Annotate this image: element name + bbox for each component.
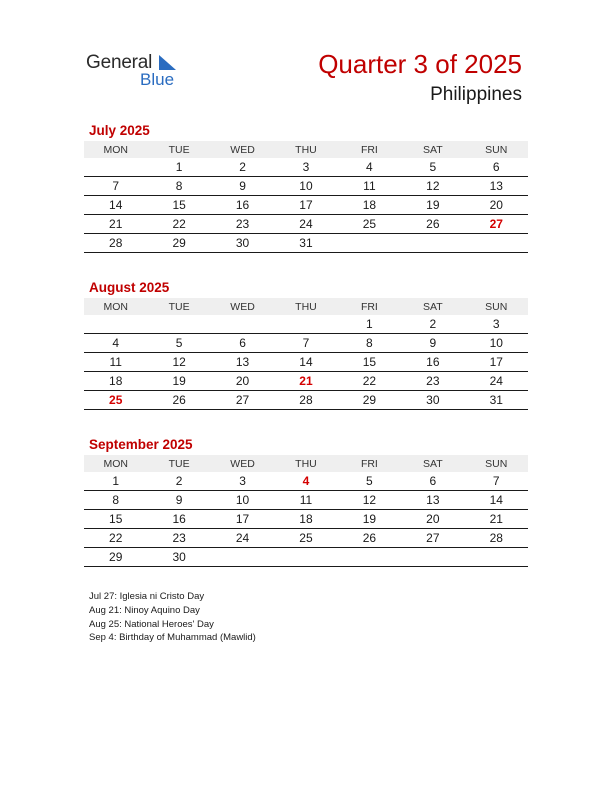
day-cell [147,315,210,334]
day-cell: 20 [211,372,274,391]
day-cell: 6 [211,334,274,353]
day-cell: 13 [211,353,274,372]
day-cell: 30 [211,234,274,253]
day-cell: 26 [338,529,401,548]
day-cell [401,234,464,253]
week-row [84,334,528,353]
day-cell: 11 [274,491,337,510]
day-cell: 14 [274,353,337,372]
day-cell: 3 [211,472,274,491]
holiday-day-cell: 4 [274,472,337,491]
weekday-header: WED [211,298,274,315]
day-cell: 7 [84,177,147,196]
week-row [84,372,528,391]
day-cell: 19 [401,196,464,215]
month-july [84,123,528,253]
day-cell: 11 [84,353,147,372]
day-cell: 14 [84,196,147,215]
week-row [84,177,528,196]
day-cell: 7 [465,472,528,491]
day-cell: 10 [274,177,337,196]
logo-word-general: General [86,52,153,73]
day-cell: 1 [338,315,401,334]
week-row [84,158,528,177]
day-cell: 26 [147,391,210,410]
day-cell: 19 [338,510,401,529]
day-cell: 26 [401,215,464,234]
month-title: September 2025 [89,437,193,452]
day-cell: 12 [147,353,210,372]
day-cell: 5 [338,472,401,491]
day-cell: 4 [84,334,147,353]
week-row [84,510,528,529]
day-cell: 16 [147,510,210,529]
day-cell: 22 [338,372,401,391]
day-cell: 13 [401,491,464,510]
weekday-header: SUN [465,455,528,472]
weekday-header-row [84,298,528,315]
weekday-header: MON [84,298,147,315]
week-row [84,548,528,567]
weekday-header: MON [84,141,147,158]
day-cell: 30 [147,548,210,567]
day-cell: 27 [401,529,464,548]
day-cell: 14 [465,491,528,510]
day-cell: 15 [147,196,210,215]
day-cell: 18 [84,372,147,391]
weekday-header: SAT [401,141,464,158]
day-cell: 5 [401,158,464,177]
weekday-header-row [84,455,528,472]
holiday-day-cell: 25 [84,391,147,410]
weekday-header: THU [274,298,337,315]
holiday-day-cell: 27 [465,215,528,234]
month-august [84,280,528,410]
day-cell: 21 [84,215,147,234]
day-cell [465,234,528,253]
day-cell: 31 [465,391,528,410]
day-cell: 9 [147,491,210,510]
week-row [84,491,528,510]
day-cell: 19 [147,372,210,391]
day-cell: 2 [147,472,210,491]
weekday-header: SAT [401,455,464,472]
day-cell: 22 [84,529,147,548]
week-row [84,196,528,215]
day-cell: 18 [338,196,401,215]
week-row [84,215,528,234]
day-cell: 21 [465,510,528,529]
day-cell: 1 [147,158,210,177]
day-cell: 24 [211,529,274,548]
day-cell [274,548,337,567]
day-cell: 29 [147,234,210,253]
day-cell: 4 [338,158,401,177]
day-cell: 18 [274,510,337,529]
generalblue-logo [86,52,196,92]
day-cell: 27 [211,391,274,410]
day-cell: 1 [84,472,147,491]
day-cell: 8 [147,177,210,196]
day-cell [211,315,274,334]
day-cell: 25 [274,529,337,548]
weekday-header: THU [274,455,337,472]
calendar-grid [84,141,528,253]
day-cell: 12 [401,177,464,196]
day-cell: 11 [338,177,401,196]
day-cell [84,315,147,334]
day-cell: 23 [401,372,464,391]
weekday-header: SUN [465,141,528,158]
week-row [84,529,528,548]
holiday-notes [89,590,256,645]
day-cell: 29 [84,548,147,567]
holiday-note: Aug 21: Ninoy Aquino Day [89,604,200,616]
day-cell: 10 [465,334,528,353]
weekday-header: SAT [401,298,464,315]
day-cell [274,315,337,334]
day-cell: 10 [211,491,274,510]
day-cell [401,548,464,567]
day-cell: 9 [211,177,274,196]
weekday-header: MON [84,455,147,472]
day-cell: 28 [465,529,528,548]
weekday-header: TUE [147,298,210,315]
weekday-header: TUE [147,141,210,158]
day-cell: 17 [465,353,528,372]
day-cell: 17 [211,510,274,529]
weekday-header: FRI [338,455,401,472]
month-september [84,437,528,567]
day-cell: 7 [274,334,337,353]
day-cell: 28 [274,391,337,410]
weekday-header: FRI [338,141,401,158]
day-cell [84,158,147,177]
day-cell [211,548,274,567]
week-row [84,472,528,491]
holiday-day-cell: 21 [274,372,337,391]
week-row [84,234,528,253]
weekday-header-row [84,141,528,158]
day-cell: 9 [401,334,464,353]
day-cell: 15 [84,510,147,529]
day-cell: 20 [465,196,528,215]
day-cell: 15 [338,353,401,372]
logo-word-blue: Blue [140,70,175,89]
month-title: July 2025 [89,123,150,138]
day-cell: 6 [465,158,528,177]
weekday-header: THU [274,141,337,158]
day-cell: 13 [465,177,528,196]
day-cell: 8 [84,491,147,510]
day-cell: 31 [274,234,337,253]
day-cell: 16 [211,196,274,215]
day-cell: 30 [401,391,464,410]
day-cell: 16 [401,353,464,372]
weekday-header: WED [211,141,274,158]
weekday-header: TUE [147,455,210,472]
holiday-note: Aug 25: National Heroes' Day [89,618,214,630]
page-title: Quarter 3 of 2025 [318,49,522,79]
day-cell: 2 [211,158,274,177]
weekday-header: FRI [338,298,401,315]
week-row [84,315,528,334]
holiday-note: Jul 27: Iglesia ni Cristo Day [89,591,205,602]
day-cell: 22 [147,215,210,234]
logo-triangle-icon [159,55,177,71]
day-cell [338,234,401,253]
day-cell: 5 [147,334,210,353]
week-row [84,391,528,410]
day-cell: 23 [147,529,210,548]
day-cell: 20 [401,510,464,529]
day-cell: 12 [338,491,401,510]
day-cell: 24 [465,372,528,391]
day-cell: 8 [338,334,401,353]
month-title: August 2025 [89,280,170,295]
week-row [84,353,528,372]
day-cell: 24 [274,215,337,234]
day-cell: 17 [274,196,337,215]
day-cell: 2 [401,315,464,334]
weekday-header: SUN [465,298,528,315]
holiday-note: Sep 4: Birthday of Muhammad (Mawlid) [89,632,256,644]
day-cell: 6 [401,472,464,491]
calendar-grid [84,455,528,567]
day-cell: 29 [338,391,401,410]
day-cell [338,548,401,567]
calendar-grid [84,298,528,410]
day-cell: 23 [211,215,274,234]
day-cell: 25 [338,215,401,234]
day-cell: 3 [274,158,337,177]
day-cell: 28 [84,234,147,253]
weekday-header: WED [211,455,274,472]
country-label: Philippines [430,84,522,105]
day-cell: 3 [465,315,528,334]
day-cell [465,548,528,567]
